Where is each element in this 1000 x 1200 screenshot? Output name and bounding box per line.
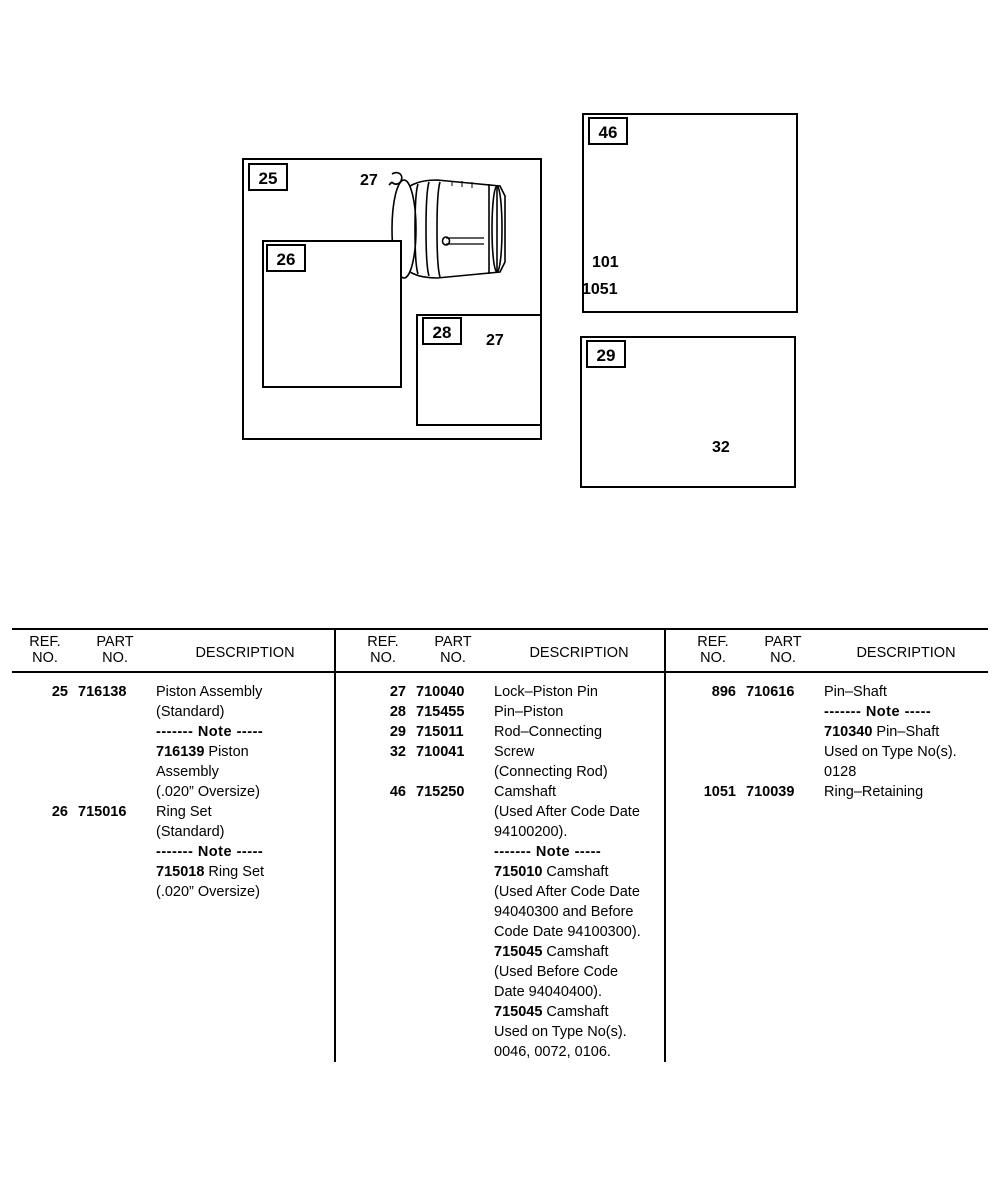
cell-part-no: 710616 [746, 684, 795, 701]
cell-ref-no: 32 [389, 744, 406, 761]
cell-part-no [416, 842, 490, 862]
cell-description [490, 742, 664, 762]
cell-description [820, 782, 988, 802]
cell-ref-no [12, 822, 78, 842]
parts-list-table [12, 628, 988, 1062]
header-part-line1: PART [434, 634, 472, 650]
callout-26: 26 [266, 244, 306, 272]
cell-ref-no [350, 802, 416, 822]
desc-text: (.020” Oversize) [156, 784, 260, 801]
table-column-1 [12, 630, 334, 1062]
desc-text: Ring Set [156, 804, 212, 821]
desc-text: (Standard) [156, 824, 225, 841]
cell-description [490, 682, 664, 702]
table-row [350, 782, 664, 802]
cell-description [152, 802, 334, 822]
cell-part-no: 715455 [416, 704, 465, 721]
header-ref-line2: NO. [370, 650, 396, 667]
cell-description [820, 682, 988, 702]
cell-description [820, 722, 988, 742]
table-row [350, 1042, 664, 1062]
cell-ref-no [350, 882, 416, 902]
desc-text: Ring Set [204, 864, 265, 881]
callout-25: 25 [248, 163, 288, 191]
cell-ref-no [350, 902, 416, 922]
table-row [350, 702, 664, 722]
cell-part-no [78, 742, 152, 762]
column-rows-2 [350, 673, 664, 1062]
cell-ref-no: 26 [51, 804, 68, 821]
cell-ref-no [12, 862, 78, 882]
table-row [350, 862, 664, 882]
note-marker: ------- Note ----- [824, 704, 932, 721]
cell-ref-no [12, 722, 78, 742]
table-column-3 [664, 630, 988, 1062]
cell-part-no [416, 822, 490, 842]
cell-ref-no: 27 [389, 684, 406, 701]
desc-text: Piston Assembly [156, 684, 263, 701]
cell-ref-no [350, 762, 416, 782]
cell-ref-no [680, 702, 746, 722]
ref-label-27-b: 27 [486, 332, 504, 349]
cell-part-no [416, 902, 490, 922]
ref-label-101: 101 [592, 254, 619, 271]
header-part-no [746, 634, 820, 666]
desc-text: Rod–Connecting [494, 724, 603, 741]
alt-part-no: 716139 [156, 744, 205, 761]
desc-text: (Connecting Rod) [494, 764, 608, 781]
desc-text: 0046, 0072, 0106. [494, 1044, 611, 1061]
table-row [12, 862, 334, 882]
cell-part-no [746, 742, 820, 762]
cell-description [152, 862, 334, 882]
cell-description [152, 762, 334, 782]
cell-part-no [416, 1042, 490, 1062]
cell-description [490, 782, 664, 802]
column-header-2 [350, 634, 664, 668]
desc-text: Pin–Piston [494, 704, 564, 721]
desc-text: (Used After Code Date [494, 804, 640, 821]
cell-description [490, 762, 664, 782]
cell-ref-no [12, 782, 78, 802]
desc-text: Date 94040400). [494, 984, 603, 1001]
cell-description [152, 742, 334, 762]
cell-ref-no [12, 882, 78, 902]
table-row [350, 742, 664, 762]
cell-part-no [78, 722, 152, 742]
cell-description [490, 1002, 664, 1022]
header-ref-line2: NO. [700, 650, 726, 667]
table-row [680, 762, 988, 782]
cell-part-no [416, 942, 490, 962]
table-row [12, 822, 334, 842]
table-row [350, 962, 664, 982]
cell-description [490, 842, 664, 862]
cell-description [490, 962, 664, 982]
table-row [12, 682, 334, 702]
header-ref-no [680, 634, 746, 666]
cell-description [152, 842, 334, 862]
desc-text: Ring–Retaining [824, 784, 924, 801]
cell-description [820, 742, 988, 762]
desc-text: 0128 [824, 764, 857, 781]
desc-text: Pin–Shaft [824, 684, 887, 701]
cell-part-no [746, 702, 820, 722]
table-row [350, 722, 664, 742]
column-header-3 [680, 634, 988, 668]
callout-46: 46 [588, 117, 628, 145]
cell-description [152, 782, 334, 802]
header-part-no [78, 634, 152, 666]
cell-ref-no [12, 842, 78, 862]
table-column-2 [334, 630, 664, 1062]
piston-drawing [392, 180, 505, 278]
table-row [350, 922, 664, 942]
cell-description [820, 702, 988, 722]
cell-description [490, 882, 664, 902]
cell-description [490, 922, 664, 942]
desc-text: Lock–Piston Pin [494, 684, 598, 701]
table-row [350, 682, 664, 702]
header-description [490, 634, 664, 666]
cell-part-no [416, 982, 490, 1002]
table-row [350, 842, 664, 862]
cell-description [490, 862, 664, 882]
ref-label-27-a: 27 [360, 172, 378, 189]
header-ref-line2: NO. [32, 650, 58, 667]
desc-text: Piston [204, 744, 249, 761]
table-row [12, 742, 334, 762]
cell-ref-no [350, 822, 416, 842]
cell-part-no [416, 962, 490, 982]
header-description [820, 634, 988, 666]
ref-label-32: 32 [712, 439, 730, 456]
alt-part-no: 710340 [824, 724, 873, 741]
desc-text: Camshaft [542, 1004, 609, 1021]
cell-ref-no [12, 762, 78, 782]
cell-ref-no [350, 922, 416, 942]
desc-text: Assembly [156, 764, 219, 781]
table-row [12, 722, 334, 742]
cell-ref-no [350, 1002, 416, 1022]
desc-text: Pin–Shaft [872, 724, 940, 741]
cell-description [152, 722, 334, 742]
cell-part-no [416, 862, 490, 882]
cell-part-no: 716138 [78, 684, 127, 701]
desc-text: Camshaft [542, 864, 609, 881]
cell-ref-no [350, 842, 416, 862]
table-row [12, 882, 334, 902]
cell-part-no: 715250 [416, 784, 465, 801]
cell-description [820, 762, 988, 782]
desc-text: Screw [494, 744, 535, 761]
desc-text: (Used After Code Date [494, 884, 640, 901]
cell-part-no [416, 1022, 490, 1042]
cell-part-no: 710041 [416, 744, 465, 761]
table-row [350, 942, 664, 962]
table-row [12, 782, 334, 802]
cell-ref-no [350, 862, 416, 882]
table-row [680, 782, 988, 802]
cell-description [490, 702, 664, 722]
cell-part-no [416, 882, 490, 902]
header-ref-no [350, 634, 416, 666]
cell-ref-no [680, 742, 746, 762]
cell-part-no [78, 862, 152, 882]
note-marker: ------- Note ----- [494, 844, 602, 861]
table-row [350, 802, 664, 822]
header-ref-line1: REF. [367, 634, 399, 650]
table-row [350, 882, 664, 902]
table-row [350, 902, 664, 922]
column-rows-1 [12, 673, 334, 902]
cell-description [490, 902, 664, 922]
header-ref-no [12, 634, 78, 666]
desc-text: (Used Before Code [494, 964, 619, 981]
cell-part-no [78, 842, 152, 862]
cell-ref-no [350, 962, 416, 982]
cell-description [490, 802, 664, 822]
ref-label-1051: 1051 [582, 281, 618, 298]
cell-ref-no: 1051 [703, 784, 736, 801]
header-part-no [416, 634, 490, 666]
cell-description [490, 982, 664, 1002]
cell-description [152, 702, 334, 722]
cell-description [490, 1042, 664, 1062]
desc-text: Code Date 94100300). [494, 924, 641, 941]
table-row [680, 742, 988, 762]
table-row [680, 722, 988, 742]
alt-part-no: 715018 [156, 864, 205, 881]
cell-part-no [416, 1002, 490, 1022]
cell-ref-no: 25 [51, 684, 68, 701]
cell-ref-no: 29 [389, 724, 406, 741]
table-row [350, 1002, 664, 1022]
header-part-line2: NO. [770, 650, 796, 667]
desc-text: Camshaft [494, 784, 557, 801]
table-row [350, 1022, 664, 1042]
note-marker: ------- Note ----- [156, 724, 264, 741]
cell-description [152, 682, 334, 702]
table-row [12, 762, 334, 782]
desc-text: (Standard) [156, 704, 225, 721]
cell-part-no [78, 882, 152, 902]
cell-description [152, 822, 334, 842]
table-row [350, 822, 664, 842]
table-columns [12, 630, 988, 1062]
alt-part-no: 715045 [494, 1004, 543, 1021]
cell-ref-no: 46 [389, 784, 406, 801]
column-rows-3 [680, 673, 988, 802]
cell-description [490, 1022, 664, 1042]
cell-ref-no [12, 742, 78, 762]
cell-description [490, 942, 664, 962]
table-row [680, 702, 988, 722]
table-row [12, 702, 334, 722]
desc-text: (.020” Oversize) [156, 884, 260, 901]
cell-description [490, 822, 664, 842]
column-header-1 [12, 634, 334, 668]
desc-text: Used on Type No(s). [494, 1024, 627, 1041]
cell-description [490, 722, 664, 742]
desc-text: Camshaft [542, 944, 609, 961]
callout-29: 29 [586, 340, 626, 368]
cell-part-no [78, 822, 152, 842]
cell-ref-no [350, 982, 416, 1002]
cell-part-no: 715011 [416, 724, 464, 741]
cell-ref-no [12, 702, 78, 722]
header-desc-text: DESCRIPTION [529, 645, 629, 661]
piston-pin-lock-ring-icon [389, 173, 402, 185]
cell-ref-no [350, 1022, 416, 1042]
cell-part-no [746, 762, 820, 782]
table-row [350, 982, 664, 1002]
cell-part-no: 715016 [78, 804, 127, 821]
header-desc-text: DESCRIPTION [856, 645, 956, 661]
cell-part-no [78, 702, 152, 722]
cell-ref-no [350, 1042, 416, 1062]
header-desc-text: DESCRIPTION [195, 645, 295, 661]
header-part-line1: PART [764, 634, 802, 650]
cell-part-no [416, 762, 490, 782]
table-row [12, 842, 334, 862]
cell-part-no [78, 762, 152, 782]
header-ref-line1: REF. [29, 634, 61, 650]
cell-description [152, 882, 334, 902]
note-marker: ------- Note ----- [156, 844, 264, 861]
alt-part-no: 715010 [494, 864, 543, 881]
desc-text: 94040300 and Before [494, 904, 634, 921]
cell-ref-no [680, 722, 746, 742]
cell-part-no [416, 922, 490, 942]
header-ref-line1: REF. [697, 634, 729, 650]
cell-part-no: 710039 [746, 784, 795, 801]
header-part-line1: PART [96, 634, 134, 650]
desc-text: 94100200). [494, 824, 568, 841]
header-part-line2: NO. [440, 650, 466, 667]
cell-ref-no: 896 [711, 684, 736, 701]
callout-28: 28 [422, 317, 462, 345]
table-row [12, 802, 334, 822]
cell-part-no [746, 722, 820, 742]
cell-part-no [78, 782, 152, 802]
cell-ref-no: 28 [389, 704, 406, 721]
cell-ref-no [350, 942, 416, 962]
cell-part-no: 710040 [416, 684, 465, 701]
cell-ref-no [680, 762, 746, 782]
cell-part-no [416, 802, 490, 822]
header-part-line2: NO. [102, 650, 128, 667]
table-row [680, 682, 988, 702]
desc-text: Used on Type No(s). [824, 744, 957, 761]
alt-part-no: 715045 [494, 944, 543, 961]
header-description [152, 634, 334, 666]
table-row [350, 762, 664, 782]
